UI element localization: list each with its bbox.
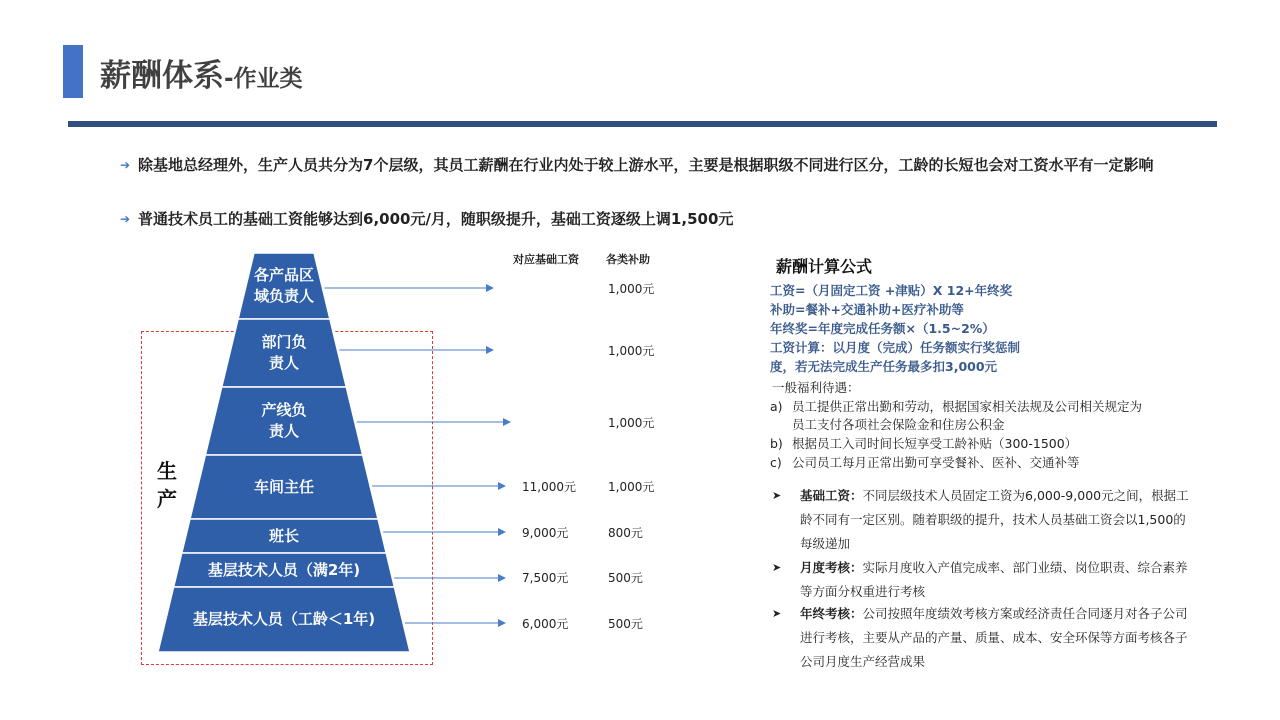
tier-allowance: 1,000元	[608, 416, 655, 430]
formula-line: 补助=餐补+交通补助+医疗补助等	[770, 302, 964, 317]
explain-monthly-review	[772, 556, 1192, 604]
triangle-bullet-icon: ➤	[772, 489, 782, 502]
welfare-item-text: 员工提供正常出勤和劳动，根据国家相关法规及公司相关规定为	[792, 399, 1143, 414]
welfare-item-a-cont: 员工支付各项社会保险金和住房公积金	[792, 417, 1005, 432]
column-header-base-salary: 对应基础工资	[513, 253, 579, 266]
tier-allowance: 500元	[608, 617, 643, 631]
tier-base-salary: 6,000元	[522, 617, 569, 631]
formula-line: 度，若无法完成生产任务最多扣3,000元	[770, 359, 998, 374]
formula-line: 工资=（月固定工资 +津贴）X 12+年终奖	[770, 283, 1013, 298]
pyramid-tier-label	[164, 477, 404, 498]
column-header-allowance: 各类补助	[606, 253, 650, 266]
triangle-bullet-icon: ➤	[772, 561, 782, 574]
tier-allowance: 800元	[608, 526, 643, 540]
explain-term: 年终考核：	[800, 606, 863, 621]
pyramid-tier-label	[164, 560, 404, 581]
pyramid-tier-label-line: 班长	[268, 526, 299, 545]
arrow-bullet-icon: ➔	[120, 158, 131, 172]
pyramid-tier-label-line: 基层技术人员（工龄＜1年)	[192, 610, 376, 628]
explain-term: 基础工资：	[800, 488, 863, 503]
welfare-item-key: a)	[770, 399, 783, 414]
explain-base-salary	[772, 484, 1192, 556]
explain-text: 公司按照年度绩效考核方案或经济责任合同逐月对各子公司进行考核，主要从产品的产量、质量、成本、安全环保等方面考核各子公司月度生产经营成果	[800, 606, 1188, 669]
pyramid-tier-label-line: 域负责人	[253, 287, 314, 305]
pyramid-tier-label	[164, 400, 404, 442]
pyramid-tier-label-line: 责人	[268, 422, 299, 440]
tier-allowance: 1,000元	[608, 480, 655, 494]
pyramid-tier-label	[164, 609, 404, 630]
arrow-bullet-icon: ➔	[120, 212, 131, 226]
pyramid-tier-label	[164, 265, 404, 307]
tier-allowance: 1,000元	[608, 282, 655, 296]
welfare-item-b	[770, 435, 1077, 453]
explain-text: 实际月度收入产值完成率、部门业绩、岗位职责、综合素养等方面分权重进行考核	[800, 560, 1188, 599]
explain-text: 不同层级技术人员固定工资为6,000-9,000元之间，根据工龄不同有一定区别。随着职级的提升，技术人员基础工资会以1,500的每级递加	[800, 488, 1189, 551]
welfare-item-key: c)	[770, 455, 782, 470]
tier-base-salary: 11,000元	[522, 480, 576, 494]
page-title-main: 薪酬体系	[100, 58, 224, 94]
pyramid-tier-label-line: 基层技术人员（满2年)	[207, 560, 361, 579]
welfare-item-text: 根据员工入司时间长短享受工龄补贴（300-1500）	[792, 436, 1078, 451]
welfare-item-key: b)	[770, 436, 783, 451]
page-title-sub: -作业类	[224, 66, 303, 92]
pyramid-tier-label-line: 各产品区	[253, 266, 314, 284]
welfare-item-a	[770, 398, 1142, 416]
tier-base-salary: 9,000元	[522, 526, 569, 540]
tier-allowance: 1,000元	[608, 344, 655, 358]
tier-allowance: 500元	[608, 571, 643, 585]
explain-annual-review	[772, 602, 1192, 674]
welfare-item-text: 公司员工每月正常出勤可享受餐补、医补、交通补等	[792, 455, 1080, 470]
bullet-1-text: 除基地总经理外，生产人员共分为7个层级，其员工薪酬在行业内处于较上游水平，主要是根据职级不同进行区分，工龄的长短也会对工资水平有一定影响	[138, 156, 1154, 174]
pyramid-tier-label-line: 车间主任	[253, 477, 314, 496]
pyramid-tier-label	[164, 526, 404, 547]
explain-term: 月度考核：	[800, 560, 863, 575]
triangle-bullet-icon: ➤	[772, 607, 782, 620]
welfare-item-c	[770, 454, 1080, 472]
welfare-heading: 一般福利待遇：	[772, 380, 860, 395]
pyramid-tier-label-line: 部门负	[261, 333, 307, 351]
formula-title: 薪酬计算公式	[776, 257, 873, 276]
tier-base-salary: 7,500元	[522, 571, 569, 585]
formula-line: 工资计算：以月度（完成）任务额实行奖惩制	[770, 340, 1021, 355]
pyramid-tier-label	[164, 332, 404, 374]
formula-line: 年终奖=年度完成任务额×（1.5~2%）	[770, 321, 995, 336]
pyramid-tier-label-line: 责人	[268, 354, 299, 372]
production-group-label: 生产	[157, 459, 177, 511]
bullet-2-text: 普通技术员工的基础工资能够达到6,000元/月，随职级提升，基础工资逐级上调1,500元	[138, 210, 734, 228]
pyramid-tier-label-line: 产线负	[261, 401, 307, 419]
